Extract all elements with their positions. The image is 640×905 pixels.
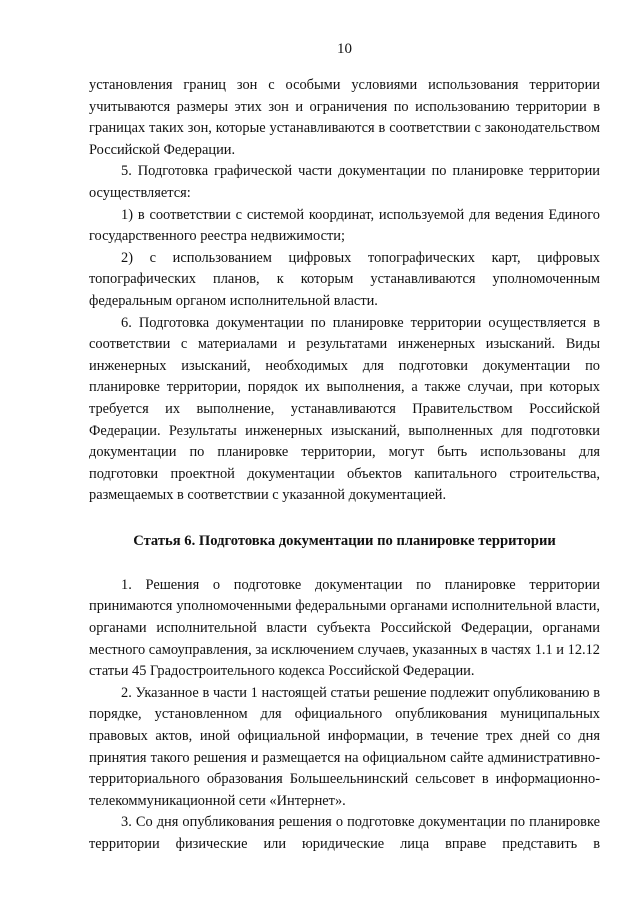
paragraph-continuation: установления границ зон с особыми условиями использования территории учитываются размеры этих зон и ограничения по использованию территории в границах таких зон, которые устанавливаются в соответствии с законодательством Российской Федерации.: [89, 77, 600, 158]
page-number: 10: [337, 41, 352, 57]
paragraph-item-6: 6. Подготовка документации по планировке территории осуществляется в соответствии с материалами и результатами инженерных изысканий. Виды инженерных изысканий, необходимых для подготовки документации по планировке территории, порядок их выполнения, а также случаи, при которых требуется их выполнение, устанавливаются Правительством Российской Федерации. Результаты инженерных изысканий, выполненных для подготовки документации по планировке территории, могут быть использованы для подготовки проектной документации объектов капитального строительства, размещаемых в соответствии с указанной документацией.: [89, 314, 600, 504]
paragraph-item-5: 5. Подготовка графической части документации по планировке территории осуществляется:: [89, 163, 600, 201]
paragraph-article-item-1: 1. Решения о подготовке документации по планировке территории принимаются уполномоченными федеральными органами исполнительной власти, органами исполнительной власти субъекта Российской Федерации, органами местного самоуправления, за исключением случаев, указанных в частях 1.1 и 12.12 статьи 45 Градостроительного кодекса Российской Федерации.: [89, 576, 600, 680]
paragraph-subitem-1: 1) в соответствии с системой координат, используемой для ведения Единого государственного реестра недвижимости;: [89, 206, 600, 245]
paragraph-article-item-2: 2. Указанное в части 1 настоящей статьи решение подлежит опубликованию в порядке, установленном для официального опубликования муниципальных правовых актов, иной официальной информации, в течение трех дней со дня принятия такого решения и размещается на официальном сайте административно-территориального образования Большеельнинский сельсовет в информационно-телекоммуникационной сети «Интернет».: [89, 684, 600, 809]
paragraph-subitem-2: 2) с использованием цифровых топографических карт, цифровых топографических планов, к которым устанавливаются уполномоченным федеральным органом исполнительной власти.: [89, 249, 600, 309]
paragraph-article-item-3: 3. Со дня опубликования решения о подготовке документации по планировке территории физические или юридические лица вправе представить в: [89, 814, 600, 852]
section-before: [89, 75, 600, 507]
section-after: [89, 575, 600, 856]
article-heading: Статья 6. Подготовка документации по планировке территории: [133, 532, 556, 549]
